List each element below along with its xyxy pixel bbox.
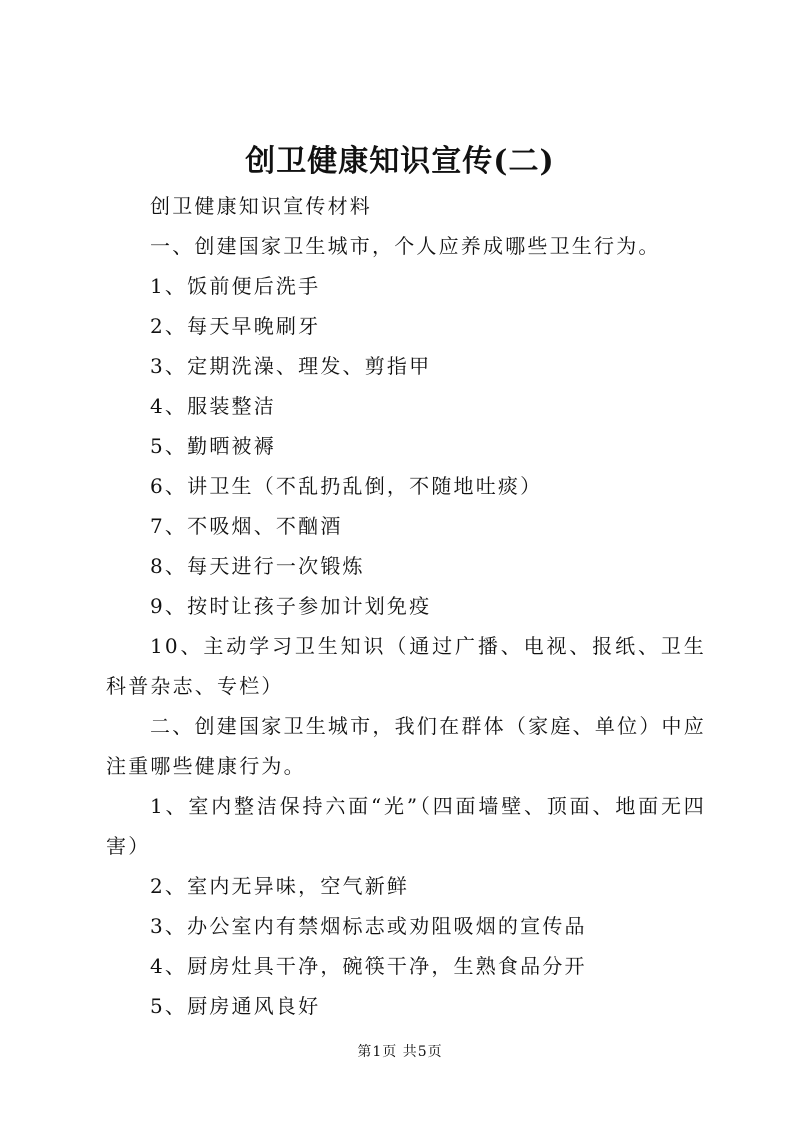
list-item: 3、办公室内有禁烟标志或劝阻吸烟的宣传品: [150, 914, 587, 938]
list-item: 2、每天早晚刷牙: [150, 314, 321, 338]
document-title: 创卫健康知识宣传(二): [245, 144, 555, 179]
section-heading: 二、创建国家卫生城市，我们在群体（家庭、单位）中应注重哪些健康行为。: [106, 714, 706, 778]
list-item: 10、主动学习卫生知识（通过广播、电视、报纸、卫生科普杂志、专栏）: [106, 634, 706, 698]
list-item: 5、厨房通风良好: [150, 994, 321, 1018]
list-item: 6、讲卫生（不乱扔乱倒，不随地吐痰）: [150, 474, 543, 498]
list-item: 5、勤晒被褥: [150, 434, 276, 458]
list-item: 2、室内无异味，空气新鲜: [150, 874, 410, 898]
list-item: 3、定期洗澡、理发、剪指甲: [150, 354, 432, 378]
section-heading: 一、创建国家卫生城市，个人应养成哪些卫生行为。: [150, 234, 661, 258]
list-item: 4、服装整洁: [150, 394, 276, 418]
document-body: [106, 186, 706, 1026]
page-number-footer: 第1页 共5页: [357, 1044, 443, 1060]
list-item: 8、每天进行一次锻炼: [150, 554, 365, 578]
list-item: 9、按时让孩子参加计划免疫: [150, 594, 432, 618]
list-item: 1、饭前便后洗手: [150, 274, 321, 298]
list-item: 4、厨房灶具干净，碗筷干净，生熟食品分开: [150, 954, 587, 978]
list-item: 7、不吸烟、不酗酒: [150, 514, 343, 538]
list-item: 1、室内整洁保持六面“光”（四面墙壁、顶面、地面无四害）: [106, 794, 706, 858]
paragraph: 创卫健康知识宣传材料: [150, 194, 372, 218]
